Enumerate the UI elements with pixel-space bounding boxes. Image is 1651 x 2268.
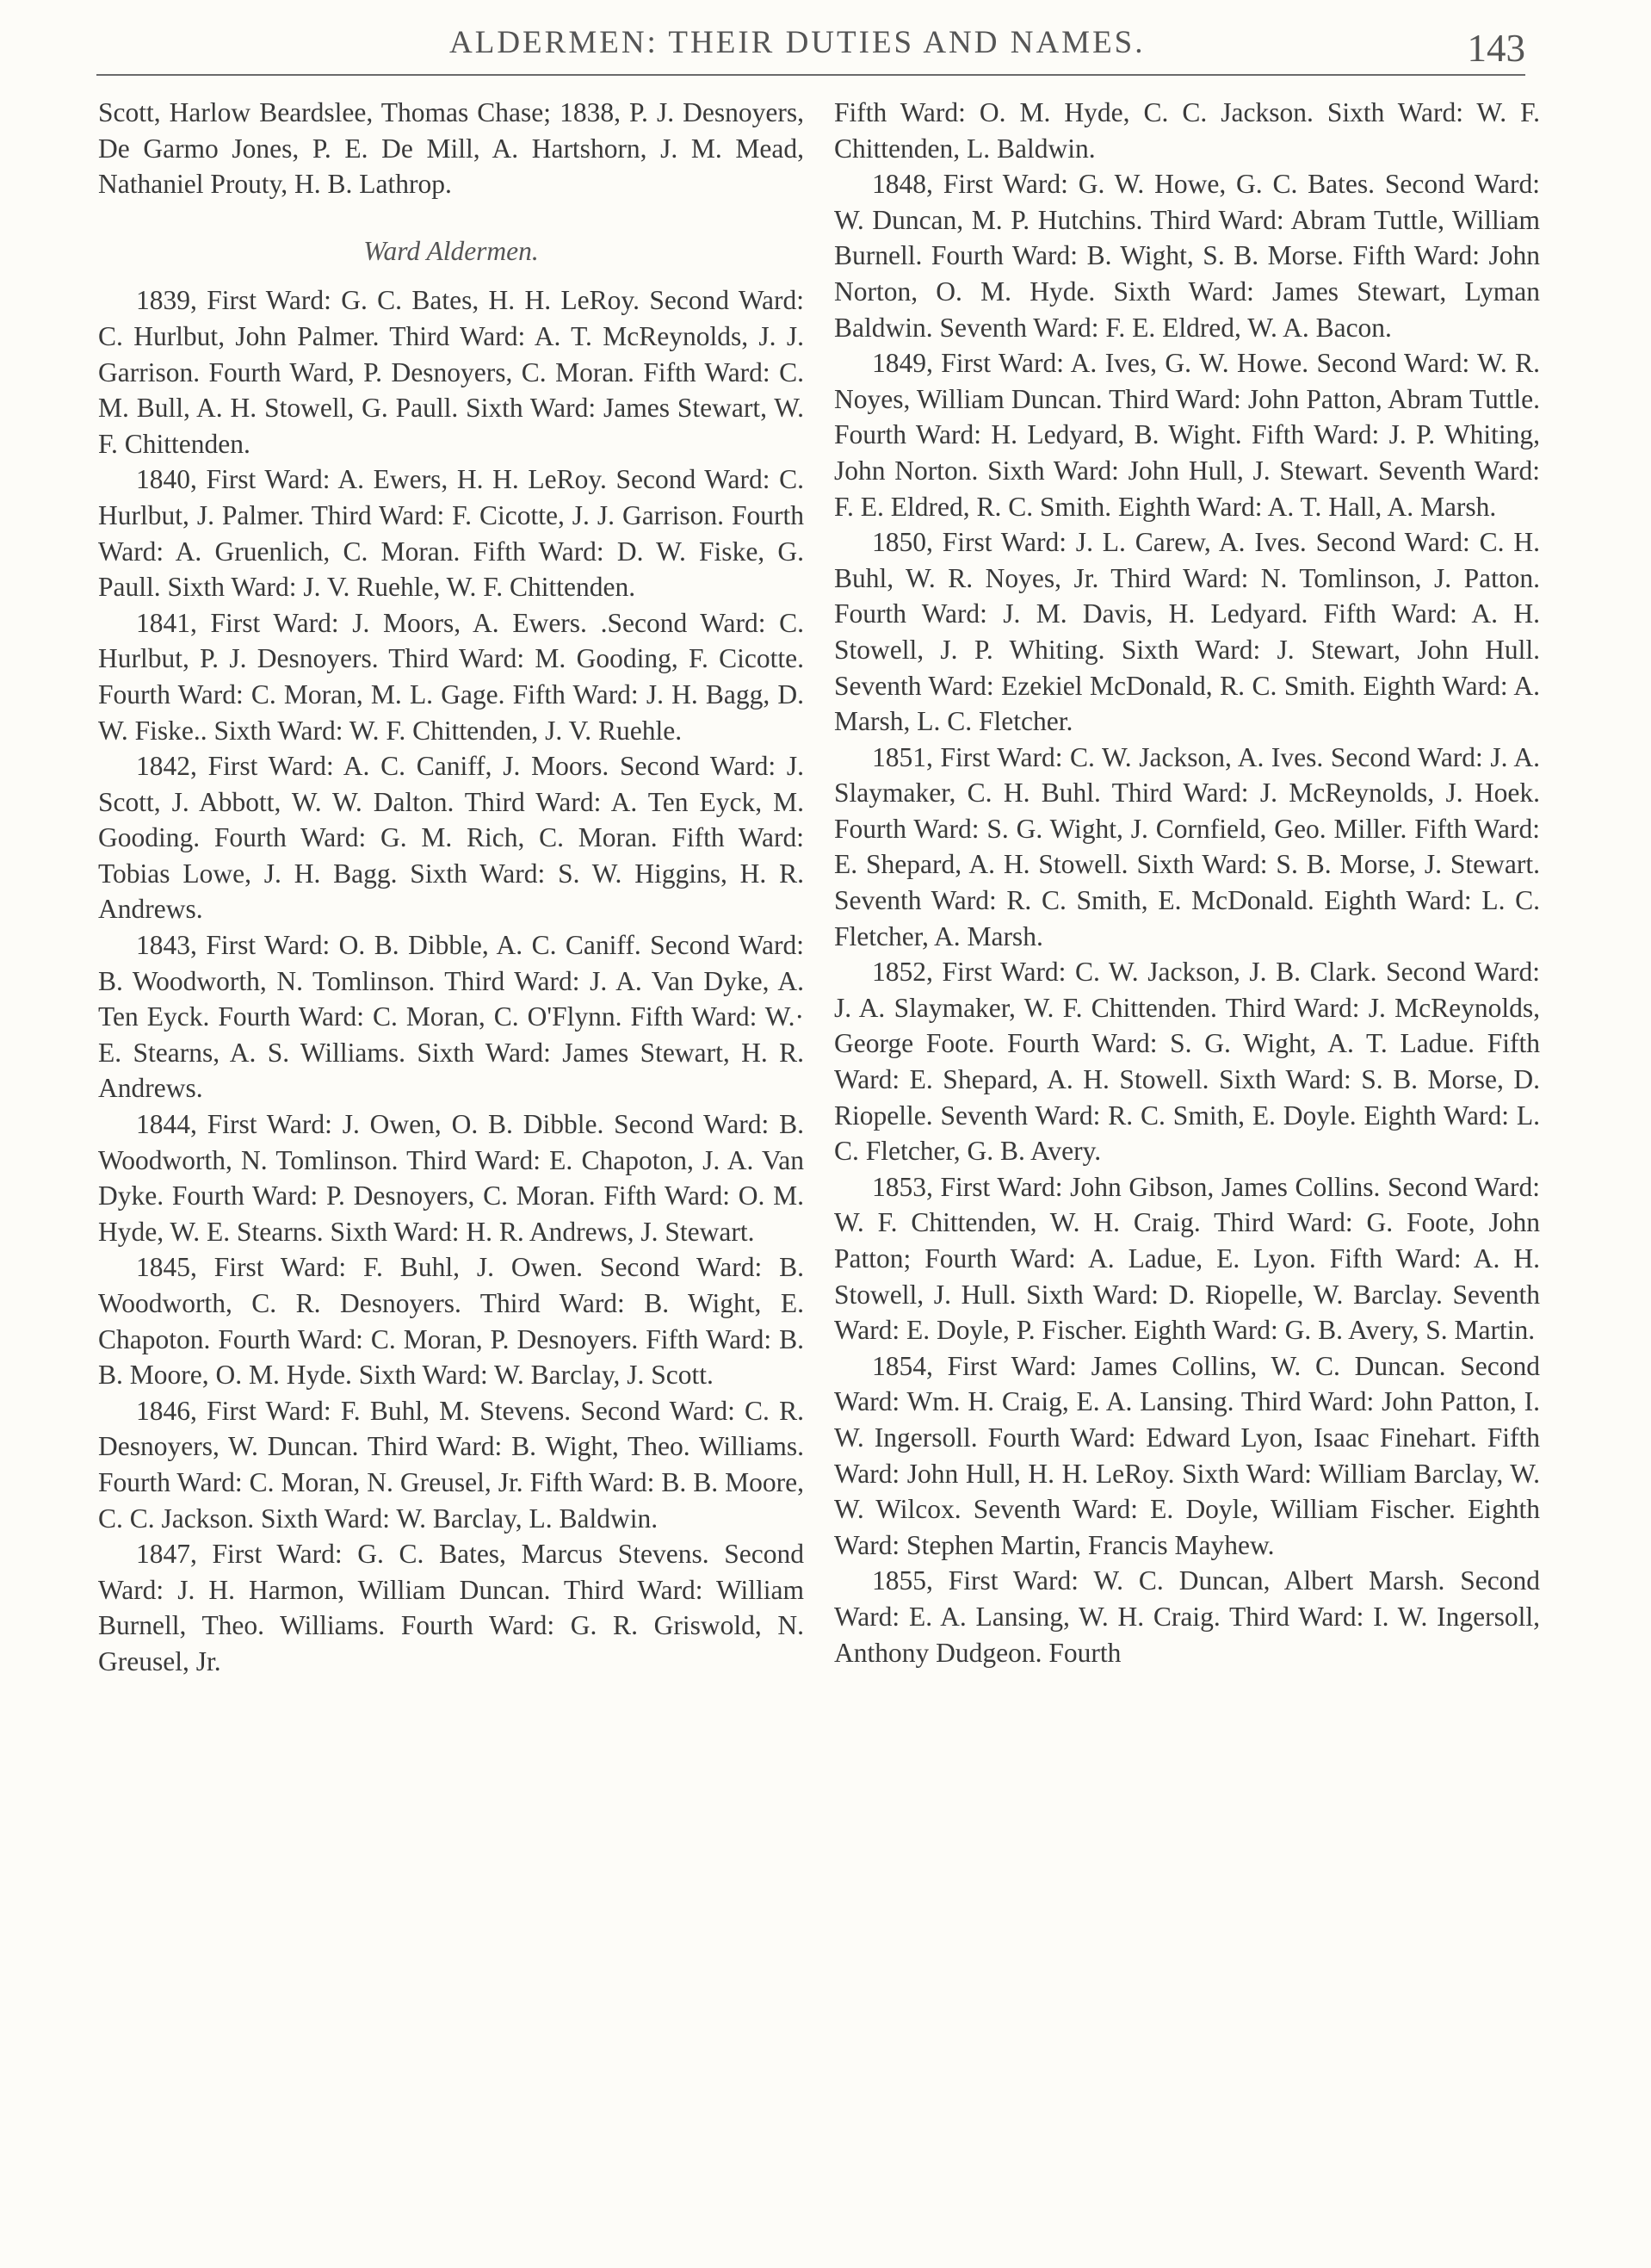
year-entry-1852: 1852, First Ward: C. W. Jackson, J. B. Clark. Second Ward: J. A. Slaymaker, W. F. Chittenden. Third Ward: J. McReynolds, George Foote. Fourth Ward: S. G. Wight, A. T. Ladue. Fifth Ward: E. Shepard, A. H. Stowell. Sixth Ward: S. B. Morse, D. Riopelle. Seventh Ward: R. C. Smith, E. Doyle. Eighth Ward: L. C. Fletcher, G. B. Avery. xyxy=(834,957,1540,1167)
year-entry-1854: 1854, First Ward: James Collins, W. C. Duncan. Second Ward: Wm. H. Craig, E. A. Lansing. Third Ward: John Patton, I. W. Ingersoll. Fourth Ward: Edward Lyon, Isaac Finehart. Fifth Ward: John Hull, H. H. LeRoy. Sixth Ward: William Barclay, W. W. Wilcox. Seventh Ward: E. Doyle, William Fischer. Eighth Ward: Stephen Martin, Francis Mayhew. xyxy=(834,1350,1540,1560)
year-entry-1847: 1847, First Ward: G. C. Bates, Marcus Stevens. Second Ward: J. H. Harmon, William Duncan. Third Ward: William Burnell, Theo. Williams. Fourth Ward: G. R. Griswold, N. Greusel, Jr. xyxy=(98,1539,804,1676)
running-head: ALDERMEN: THEIR DUTIES AND NAMES. xyxy=(449,25,1146,60)
left-column xyxy=(98,95,804,1680)
section-heading: Ward Aldermen. xyxy=(363,235,539,266)
year-entry-1850: 1850, First Ward: J. L. Carew, A. Ives. Second Ward: C. H. Buhl, W. R. Noyes, Jr. Third Ward: N. Tomlinson, J. Patton. Fourth Ward: J. M. Davis, H. Ledyard. Fifth Ward: A. H. Stowell, J. P. Whiting. Sixth Ward: J. Stewart, John Hull. Seventh Ward: Ezekiel McDonald, R. C. Smith. Eighth Ward: A. Marsh, L. C. Fletcher. xyxy=(834,527,1540,737)
year-entry-1853: 1853, First Ward: John Gibson, James Collins. Second Ward: W. F. Chittenden, W. H. Craig. Third Ward: G. Foote, John Patton; Fourth Ward: A. Ladue, E. Lyon. Fifth Ward: A. H. Stowell, J. Hull. Sixth Ward: D. Riopelle, W. Barclay. Seventh Ward: E. Doyle, P. Fischer. Eighth Ward: G. B. Avery, S. Martin. xyxy=(834,1171,1540,1346)
year-entry-1840: 1840, First Ward: A. Ewers, H. H. LeRoy. Second Ward: C. Hurlbut, J. Palmer. Third Ward: F. Cicotte, J. J. Garrison. Fourth Ward: A. Gruenlich, C. Moran. Fifth Ward: D. W. Fiske, G. Paull. Sixth Ward: J. V. Ruehle, W. F. Chittenden. xyxy=(98,464,804,603)
year-entry-1849: 1849, First Ward: A. Ives, G. W. Howe. Second Ward: W. R. Noyes, William Duncan. Third Ward: John Patton, Abram Tuttle. Fourth Ward: H. Ledyard, B. Wight. Fifth Ward: J. P. Whiting, John Norton. Sixth Ward: John Hull, J. Stewart. Seventh Ward: F. E. Eldred, R. C. Smith. Eighth Ward: A. T. Hall, A. Marsh. xyxy=(834,348,1540,522)
year-entry-1846: 1846, First Ward: F. Buhl, M. Stevens. Second Ward: C. R. Desnoyers, W. Duncan. Third Ward: B. Wight, Theo. Williams. Fourth Ward: C. Moran, N. Greusel, Jr. Fifth Ward: B. B. Moore, C. C. Jackson. Sixth Ward: W. Barclay, L. Baldwin. xyxy=(98,1395,804,1534)
paragraph-continuation: Fifth Ward: O. M. Hyde, C. C. Jackson. Sixth Ward: W. F. Chittenden, L. Baldwin. xyxy=(834,97,1540,164)
year-entry-1845: 1845, First Ward: F. Buhl, J. Owen. Second Ward: B. Woodworth, C. R. Desnoyers. Third Ward: B. Wight, E. Chapoton. Fourth Ward: C. Moran, P. Desnoyers. Fifth Ward: B. B. Moore, O. M. Hyde. Sixth Ward: W. Barclay, J. Scott. xyxy=(98,1252,804,1391)
year-entry-1839: 1839, First Ward: G. C. Bates, H. H. LeRoy. Second Ward: C. Hurlbut, John Palmer. Third Ward: A. T. McReynolds, J. J. Garrison. Fourth Ward, P. Desnoyers, C. Moran. Fifth Ward: C. M. Bull, A. H. Stowell, G. Paull. Sixth Ward: James Stewart, W. F. Chittenden. xyxy=(98,285,804,459)
page-number: 143 xyxy=(1467,27,1525,70)
year-entry-1851: 1851, First Ward: C. W. Jackson, A. Ives. Second Ward: J. A. Slaymaker, C. H. Buhl. Third Ward: J. McReynolds, J. Hoek. Fourth Ward: S. G. Wight, J. Cornfield, Geo. Miller. Fifth Ward: E. Shepard, A. H. Stowell. Sixth Ward: S. B. Morse, J. Stewart. Seventh Ward: R. C. Smith, E. McDonald. Eighth Ward: L. C. Fletcher, A. Marsh. xyxy=(834,741,1540,951)
right-column xyxy=(834,95,1540,1670)
year-entry-1848: 1848, First Ward: G. W. Howe, G. C. Bates. Second Ward: W. Duncan, M. P. Hutchins. Third Ward: Abram Tuttle, William Burnell. Fourth Ward: B. Wight, S. B. Morse. Fifth Ward: John Norton, O. M. Hyde. Sixth Ward: James Stewart, Lyman Baldwin. Seventh Ward: F. E. Eldred, W. A. Bacon. xyxy=(834,169,1540,343)
year-entry-1855: 1855, First Ward: W. C. Duncan, Albert Marsh. Second Ward: E. A. Lansing, W. H. Craig. Third Ward: I. W. Ingersoll, Anthony Dudgeon. Fourth xyxy=(834,1565,1540,1668)
year-entry-1844: 1844, First Ward: J. Owen, O. B. Dibble. Second Ward: B. Woodworth, N. Tomlinson. Third Ward: E. Chapoton, J. A. Van Dyke. Fourth Ward: P. Desnoyers, C. Moran. Fifth Ward: O. M. Hyde, W. E. Stearns. Sixth Ward: H. R. Andrews, J. Stewart. xyxy=(98,1109,804,1247)
paragraph-continuation: Scott, Harlow Beardslee, Thomas Chase; 1838, P. J. Desnoyers, De Garmo Jones, P. E. De Mill, A. Hartshorn, J. M. Mead, Nathaniel Prouty, H. B. Lathrop. xyxy=(98,97,804,200)
year-entry-1843: 1843, First Ward: O. B. Dibble, A. C. Caniff. Second Ward: B. Woodworth, N. Tomlinson. Third Ward: J. A. Van Dyke, A. Ten Eyck. Fourth Ward: C. Moran, C. O'Flynn. Fifth Ward: W.· E. Stearns, A. S. Williams. Sixth Ward: James Stewart, H. R. Andrews. xyxy=(98,930,804,1104)
page-header xyxy=(96,21,1525,81)
year-entry-1842: 1842, First Ward: A. C. Caniff, J. Moors. Second Ward: J. Scott, J. Abbott, W. W. Dalton. Third Ward: A. Ten Eyck, M. Gooding. Fourth Ward: G. M. Rich, C. Moran. Fifth Ward: Tobias Lowe, J. H. Bagg. Sixth Ward: S. W. Higgins, H. R. Andrews. xyxy=(98,751,804,925)
year-entry-1841: 1841, First Ward: J. Moors, A. Ewers. .Second Ward: C. Hurlbut, P. J. Desnoyers. Third Ward: M. Gooding, F. Cicotte. Fourth Ward: C. Moran, M. L. Gage. Fifth Ward: J. H. Bagg, D. W. Fiske.. Sixth Ward: W. F. Chittenden, J. V. Ruehle. xyxy=(98,607,804,746)
header-rule xyxy=(96,74,1525,76)
